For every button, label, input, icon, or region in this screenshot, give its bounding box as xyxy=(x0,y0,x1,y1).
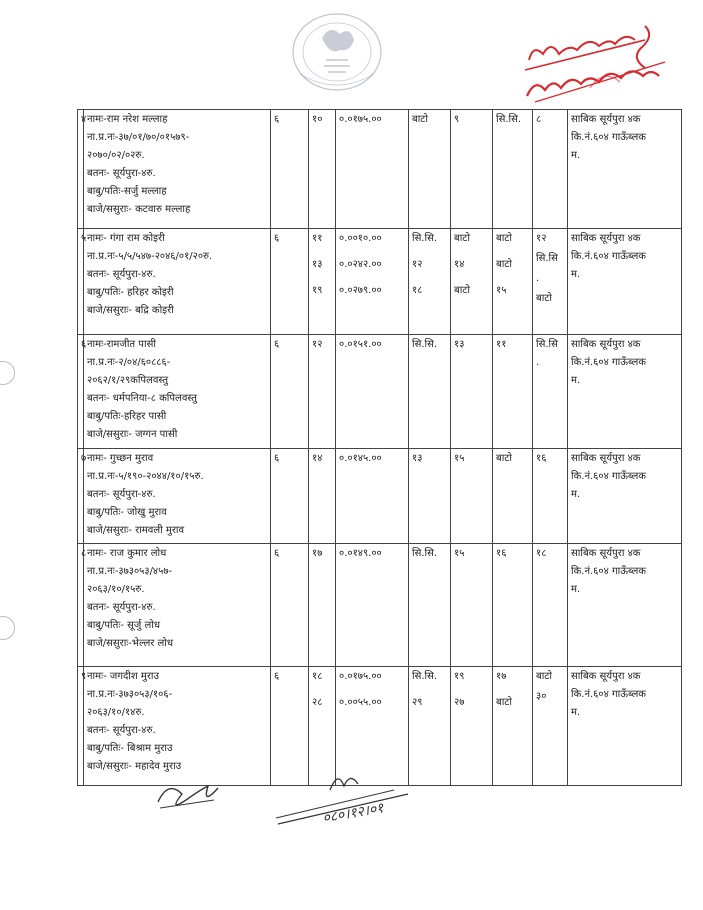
cell-text: ६ xyxy=(81,339,87,350)
cell-line: बाटो xyxy=(536,293,552,304)
owner-details-cell xyxy=(84,335,271,449)
cell-line: ०.००१०.०० xyxy=(339,233,382,244)
cell-line: १९ xyxy=(454,671,465,682)
cell-line: कि.नं.६०४ गाऊँब्लक xyxy=(571,132,646,143)
cell-line: नामः- गंगा राम कोइरी xyxy=(87,233,165,244)
boundary-east-cell xyxy=(409,110,451,229)
cell-line: ०.०१५१.०० xyxy=(339,339,382,350)
cell-text: ६ xyxy=(274,114,280,125)
boundary-west-cell xyxy=(451,544,493,667)
cell-line: ना.प्र.नः-३७/०१/७०/०१५७९- xyxy=(87,132,190,143)
cell-line: म. xyxy=(571,489,581,500)
boundary-east-cell xyxy=(409,544,451,667)
area-cell xyxy=(336,335,409,449)
boundary-west-cell xyxy=(451,335,493,449)
cell-line: २०७०/०२/०२रु. xyxy=(87,150,145,161)
cell-text: ४ xyxy=(81,114,87,125)
cell-line: १६ xyxy=(496,548,507,559)
cell-line: बतनः- सूर्यपुरा-४रु. xyxy=(87,725,156,736)
cell-line: . xyxy=(536,357,540,368)
cell-line: ०.००५५.०० xyxy=(339,697,382,708)
cell-line: साबिक सूर्यपुरा ४क xyxy=(571,114,641,125)
remarks-cell xyxy=(568,544,682,667)
cell-line: बाटो xyxy=(496,233,512,244)
cell-line: बाबु/पतिः- बिश्राम मुराउ xyxy=(87,743,173,754)
cell-line: ८ xyxy=(536,114,542,125)
cell-line: सि.सि. xyxy=(496,114,522,125)
signatures xyxy=(150,768,450,838)
remarks-cell xyxy=(568,449,682,544)
cell-line: बाटो xyxy=(496,259,512,270)
kitta-number-cell xyxy=(309,449,336,544)
cell-line: बाबु/पतिः-हरिहर पासी xyxy=(87,411,167,422)
cell-line: बतनः- सूर्यपुरा-४रु. xyxy=(87,269,156,280)
left-signature xyxy=(158,786,218,808)
cell-line: ३० xyxy=(536,691,547,702)
office-seal xyxy=(278,8,396,104)
boundary-south-cell xyxy=(533,544,568,667)
boundary-east-cell xyxy=(409,449,451,544)
cell-line: १५ xyxy=(496,285,507,296)
cell-line: २०६३/१०/१४रु. xyxy=(87,707,145,718)
cell-line: साबिक सूर्यपुरा ४क xyxy=(571,548,641,559)
cell-line: कि.नं.६०४ गाऊँब्लक xyxy=(571,566,646,577)
cell-line: २७ xyxy=(454,697,465,708)
cell-line: १३ xyxy=(412,453,423,464)
ward-cell xyxy=(271,229,309,335)
cell-line: बाबु/पतिः- सूर्जु लोध xyxy=(87,620,161,631)
cell-line: नामः- राज कुमार लोध xyxy=(87,548,167,559)
ward-cell xyxy=(271,110,309,229)
signature-date: ०८०।१२।०१ xyxy=(321,800,385,827)
cell-text: ६ xyxy=(274,453,280,464)
cell-line: कि.नं.६०४ गाऊँब्लक xyxy=(571,357,646,368)
cell-line: बाटो xyxy=(412,114,428,125)
cell-line: बाटो xyxy=(496,697,512,708)
punch-hole xyxy=(0,616,15,640)
cell-line: ना.प्र.नः-५/५/५४७-२०४६/०१/२०रु. xyxy=(87,251,213,262)
cell-line: बाजे/ससुराः-भेल्लर लोध xyxy=(87,638,174,649)
kitta-number-cell xyxy=(309,335,336,449)
cell-line: सि.सि xyxy=(536,339,558,350)
cell-line: बाबु/पतिः- हरिहर कोइरी xyxy=(87,287,174,298)
cell-line: . xyxy=(536,273,540,284)
cell-line: बाटो xyxy=(536,671,552,682)
cell-text: ६ xyxy=(274,339,280,350)
boundary-west-cell xyxy=(451,667,493,786)
table-row xyxy=(78,449,682,544)
boundary-south-cell xyxy=(533,335,568,449)
cell-line: कि.नं.६०४ गाऊँब्लक xyxy=(571,251,646,262)
cell-line: सि.सि xyxy=(536,253,558,264)
cell-line: ना.प्र.नः-३७३०५३/४५७- xyxy=(87,566,173,577)
area-cell xyxy=(336,449,409,544)
kitta-number-cell xyxy=(309,229,336,335)
cell-line: बाजे/ससुराः- रामवली मुराव xyxy=(87,525,185,536)
cell-line: बतनः- सूर्यपुरा-४रु. xyxy=(87,168,156,179)
cell-text: ६ xyxy=(274,548,280,559)
cell-line: १३ xyxy=(312,259,323,270)
cell-line: ना.प्र.नः-३७३०५३/१०६- xyxy=(87,689,173,700)
boundary-north-cell xyxy=(493,449,533,544)
cell-line: ११ xyxy=(312,233,323,244)
cell-line: कि.नं.६०४ गाऊँब्लक xyxy=(571,471,646,482)
cell-line: सि.सि. xyxy=(412,671,438,682)
cell-line: १८ xyxy=(536,548,547,559)
cell-text: ८ xyxy=(81,548,87,559)
punch-hole xyxy=(0,361,15,385)
cell-line: ०.०२४२.०० xyxy=(339,259,382,270)
cell-line: ना.प्र.नः-५/१९०-२०४४/१०/१५रु. xyxy=(87,471,204,482)
cell-line: १७ xyxy=(312,548,323,559)
area-cell xyxy=(336,229,409,335)
cell-line: १६ xyxy=(536,453,547,464)
cell-line: १२ xyxy=(412,259,423,270)
owner-details-cell xyxy=(84,449,271,544)
remarks-cell xyxy=(568,229,682,335)
boundary-north-cell xyxy=(493,667,533,786)
kitta-number-cell xyxy=(309,110,336,229)
cell-line: ०.०१७५.०० xyxy=(339,671,382,682)
red-handwritten-note xyxy=(495,10,695,110)
cell-line: सि.सि. xyxy=(412,339,438,350)
ward-cell xyxy=(271,449,309,544)
cell-text: ९ xyxy=(81,671,87,682)
land-register-table xyxy=(77,109,682,786)
cell-line: बतनः- सूर्यपुरा-४रु. xyxy=(87,489,156,500)
cell-text: ५ xyxy=(81,233,87,244)
boundary-north-cell xyxy=(493,335,533,449)
boundary-north-cell xyxy=(493,229,533,335)
ward-cell xyxy=(271,544,309,667)
cell-line: बाजे/ससुराः- जग्गन पासी xyxy=(87,429,178,440)
owner-details-cell xyxy=(84,229,271,335)
cell-line: १२ xyxy=(312,339,323,350)
cell-line: नामः-राम नरेश मल्लाह xyxy=(87,114,168,125)
cell-line: बाजे/ससुराः- कटवारु मल्लाह xyxy=(87,204,191,215)
cell-line: म. xyxy=(571,150,581,161)
cell-line: १५ xyxy=(454,548,465,559)
cell-line: ०.०१७५.०० xyxy=(339,114,382,125)
cell-line: सि.सि. xyxy=(412,233,438,244)
owner-details-cell xyxy=(84,110,271,229)
cell-line: बाटो xyxy=(496,453,512,464)
cell-line: १४ xyxy=(312,453,323,464)
cell-line: ११ xyxy=(496,339,507,350)
cell-text: ७ xyxy=(81,453,87,464)
cell-line: कि.नं.६०४ गाऊँब्लक xyxy=(571,689,646,700)
cell-line: १४ xyxy=(454,259,465,270)
cell-text: ६ xyxy=(274,233,280,244)
cell-line: १५ xyxy=(454,453,465,464)
cell-line: २९ xyxy=(412,697,423,708)
cell-line: ९ xyxy=(454,114,460,125)
cell-line: ना.प्र.नः-२/०४/६०८८६- xyxy=(87,357,171,368)
cell-line: बाजे/ससुराः- महादेव मुराउ xyxy=(87,761,182,772)
boundary-east-cell xyxy=(409,229,451,335)
cell-line: नामः-रामजीत पासी xyxy=(87,339,156,350)
cell-line: बतनः- धर्मपनिया-८ कपिलवस्तु xyxy=(87,393,197,404)
boundary-south-cell xyxy=(533,667,568,786)
boundary-south-cell xyxy=(533,229,568,335)
cell-line: बाबु/पतिः- जोखु मुराव xyxy=(87,507,167,518)
cell-line: बाबु/पतिः-सर्जु मल्लाह xyxy=(87,186,167,197)
cell-line: बाटो xyxy=(454,285,470,296)
cell-line: सि.सि. xyxy=(412,548,438,559)
boundary-south-cell xyxy=(533,110,568,229)
boundary-west-cell xyxy=(451,229,493,335)
cell-line: बतनः- सूर्यपुरा-४रु. xyxy=(87,602,156,613)
cell-line: २०६२/१/२९कपिलवस्तु xyxy=(87,375,169,386)
cell-line: बाजे/ससुराः- बद्रि कोइरी xyxy=(87,305,174,316)
cell-line: नामः- गुच्छन मुराव xyxy=(87,453,154,464)
boundary-west-cell xyxy=(451,110,493,229)
owner-details-cell xyxy=(84,544,271,667)
cell-line: म. xyxy=(571,584,581,595)
cell-line: साबिक सूर्यपुरा ४क xyxy=(571,339,641,350)
cell-line: २८ xyxy=(312,697,323,708)
boundary-north-cell xyxy=(493,544,533,667)
kitta-number-cell xyxy=(309,544,336,667)
register-body xyxy=(78,110,682,786)
cell-line: नामः- जगदीश मुराउ xyxy=(87,671,159,682)
cell-line: साबिक सूर्यपुरा ४क xyxy=(571,671,641,682)
cell-line: साबिक सूर्यपुरा ४क xyxy=(571,233,641,244)
boundary-west-cell xyxy=(451,449,493,544)
cell-text: ६ xyxy=(274,671,280,682)
cell-line: १९ xyxy=(312,285,323,296)
remarks-cell xyxy=(568,335,682,449)
remarks-cell xyxy=(568,110,682,229)
area-cell xyxy=(336,110,409,229)
remarks-cell xyxy=(568,667,682,786)
area-cell xyxy=(336,544,409,667)
cell-line: साबिक सूर्यपुरा ४क xyxy=(571,453,641,464)
table-row xyxy=(78,229,682,335)
cell-line: म. xyxy=(571,269,581,280)
boundary-south-cell xyxy=(533,449,568,544)
table-row xyxy=(78,335,682,449)
cell-line: म. xyxy=(571,707,581,718)
cell-line: १७ xyxy=(496,671,507,682)
cell-line: १८ xyxy=(312,671,323,682)
cell-line: ०.०२७९.०० xyxy=(339,285,382,296)
ward-cell xyxy=(271,335,309,449)
table-row xyxy=(78,544,682,667)
cell-line: १० xyxy=(312,114,323,125)
cell-line: २०६३/१०/१५रु. xyxy=(87,584,145,595)
cell-line: म. xyxy=(571,375,581,386)
cell-line: बाटो xyxy=(454,233,470,244)
boundary-east-cell xyxy=(409,335,451,449)
cell-line: ०.०१४५.०० xyxy=(339,453,382,464)
cell-line: ०.०१४९.०० xyxy=(339,548,382,559)
cell-line: १८ xyxy=(412,285,423,296)
boundary-north-cell xyxy=(493,110,533,229)
cell-line: १२ xyxy=(536,233,547,244)
cell-line: १३ xyxy=(454,339,465,350)
table-row xyxy=(78,110,682,229)
